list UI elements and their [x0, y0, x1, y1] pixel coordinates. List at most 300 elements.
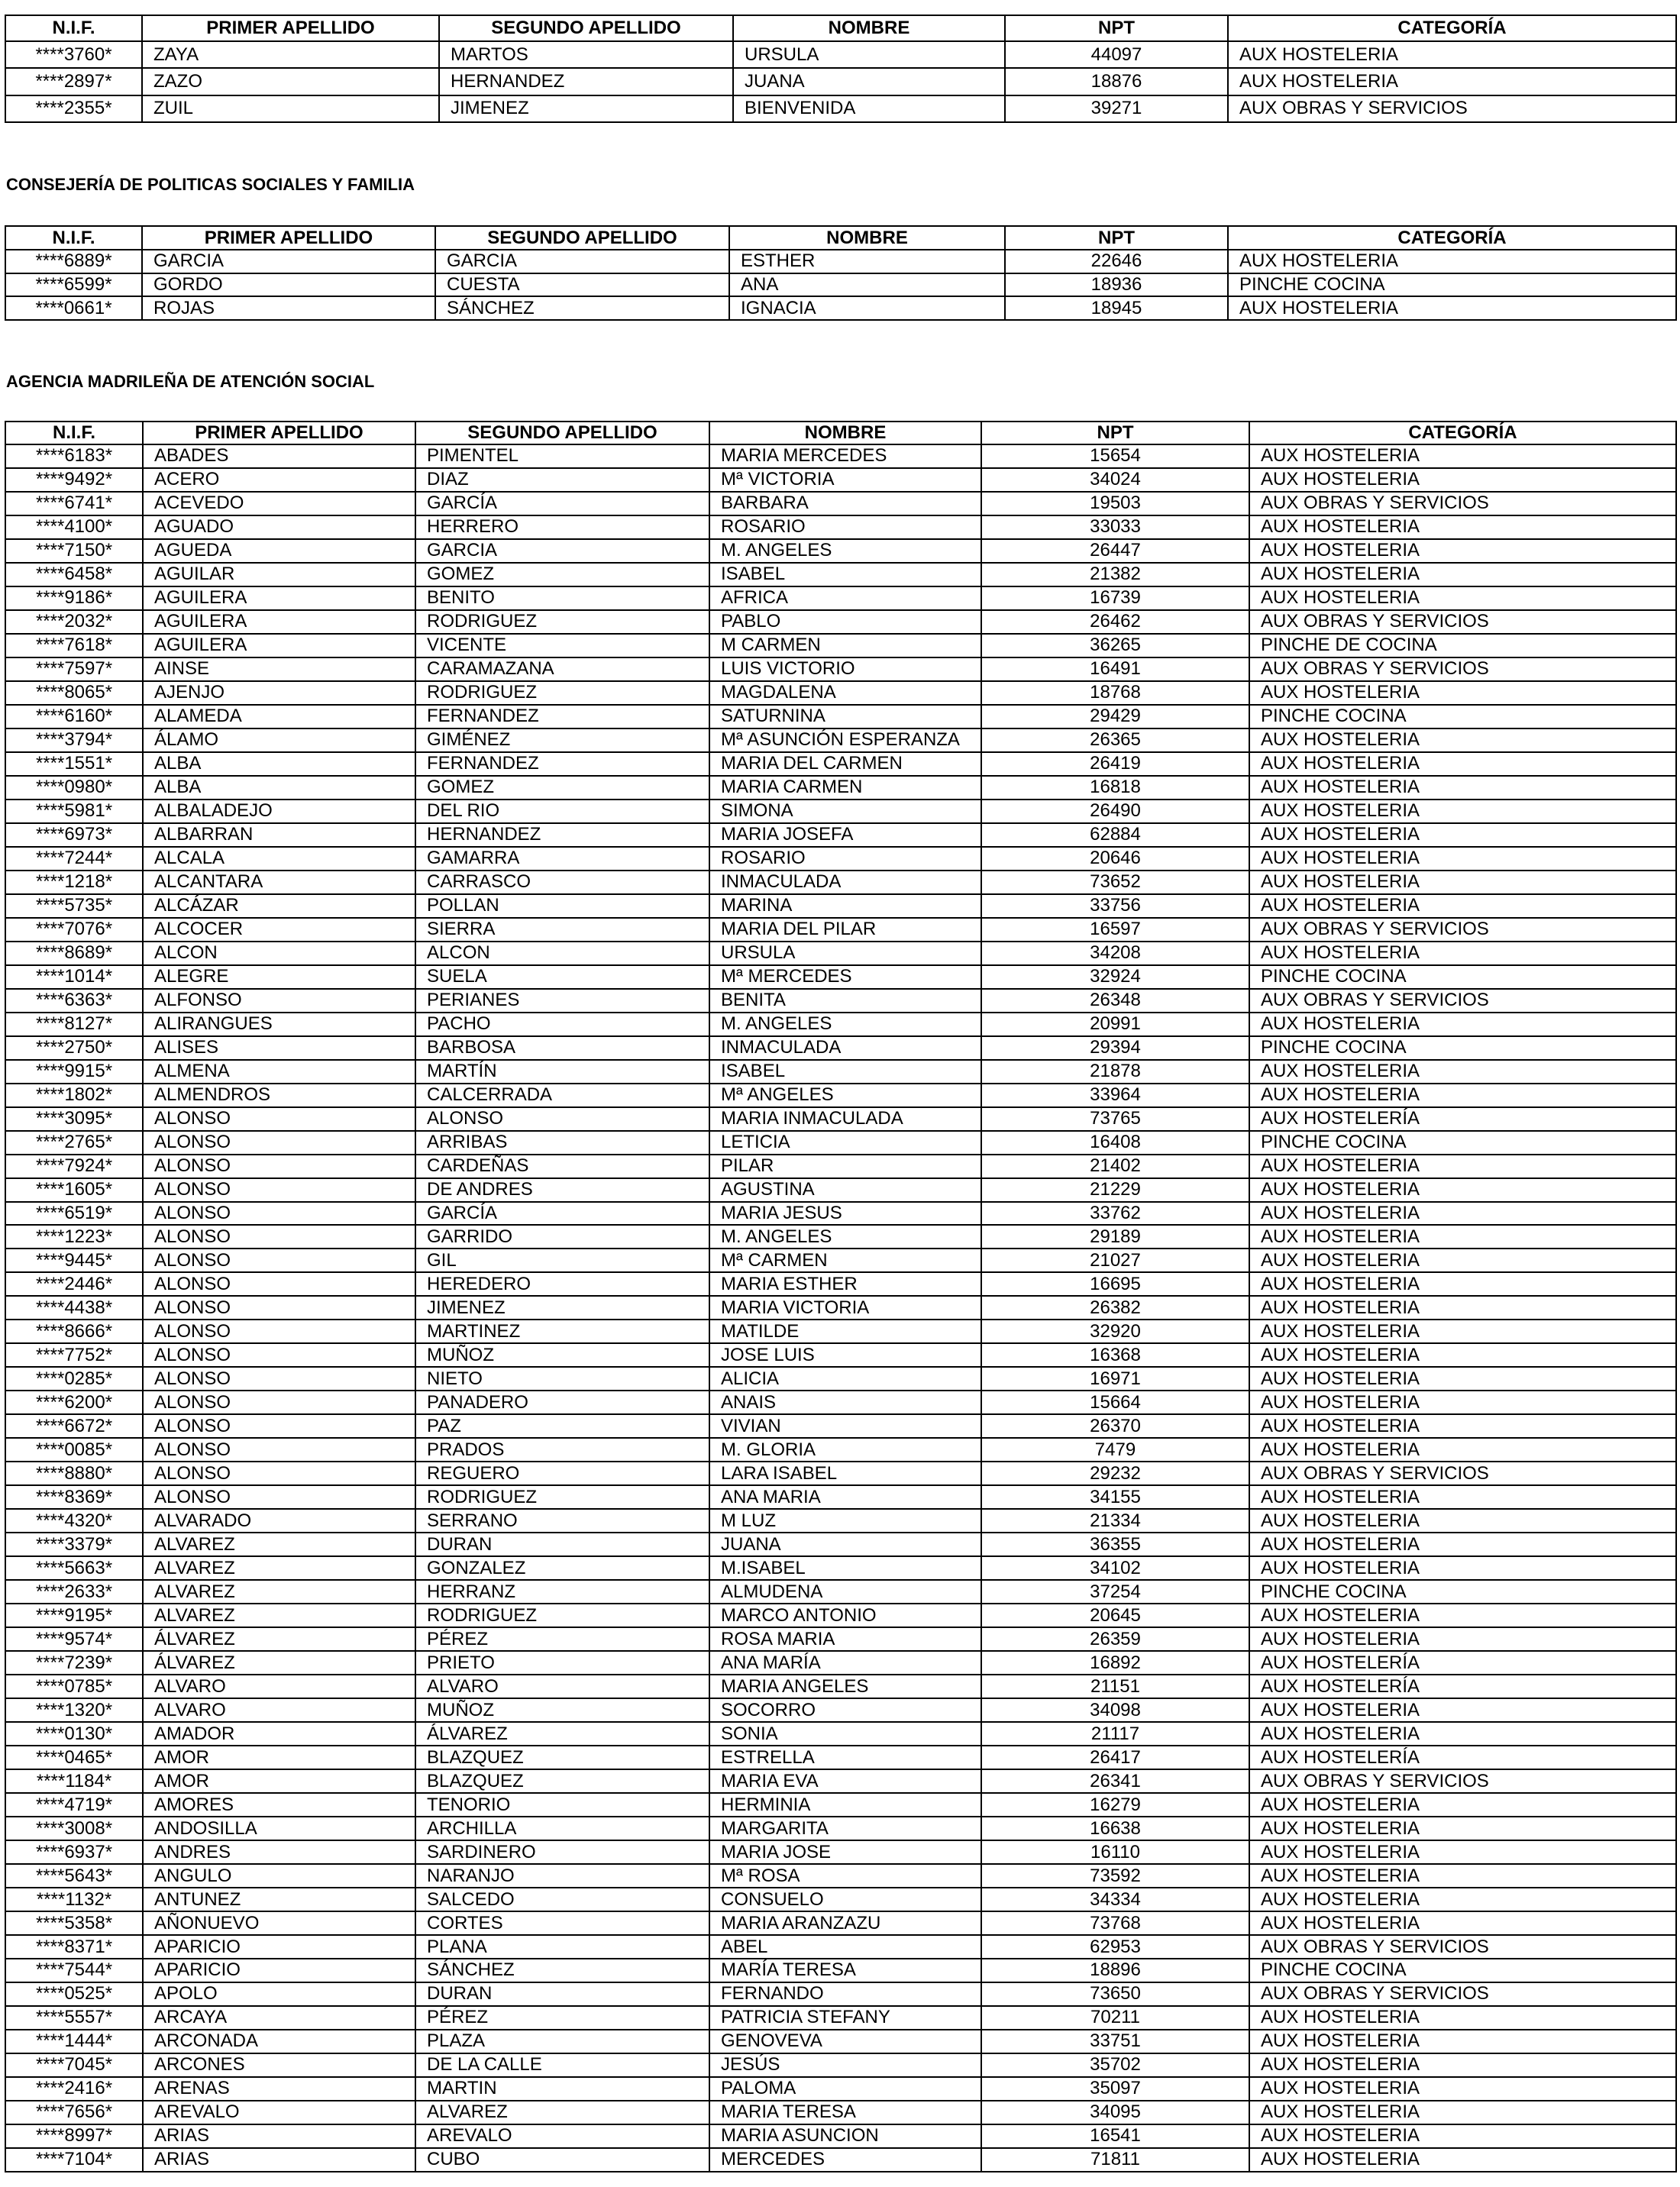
cell-nombre: Mª VICTORIA: [709, 468, 981, 492]
table-row: [5, 1627, 1676, 1651]
cell-primer-apellido: ZUIL: [142, 95, 439, 122]
cell-nif: ****9492*: [5, 468, 143, 492]
cell-categoria: AUX HOSTELERIA: [1249, 2053, 1676, 2077]
cell-categoria: AUX OBRAS Y SERVICIOS: [1249, 918, 1676, 942]
table-row: [5, 1249, 1676, 1272]
cell-categoria: AUX HOSTELERIA: [1249, 752, 1676, 776]
cell-segundo-apellido: CORTES: [415, 1911, 709, 1935]
cell-categoria: AUX HOSTELERIA: [1249, 1556, 1676, 1580]
table-section-3: [5, 421, 1677, 2172]
cell-segundo-apellido: PRADOS: [415, 1438, 709, 1462]
cell-primer-apellido: ACERO: [143, 468, 415, 492]
column-header-npt: NPT: [1005, 226, 1228, 250]
cell-categoria: AUX HOSTELERIA: [1249, 1178, 1676, 1202]
cell-categoria: PINCHE COCINA: [1249, 965, 1676, 989]
cell-npt: 21382: [981, 563, 1249, 586]
table-row: [5, 1084, 1676, 1107]
cell-categoria: PINCHE COCINA: [1249, 1131, 1676, 1155]
cell-segundo-apellido: ARRIBAS: [415, 1131, 709, 1155]
cell-primer-apellido: ALVAREZ: [143, 1556, 415, 1580]
cell-segundo-apellido: GOMEZ: [415, 563, 709, 586]
cell-primer-apellido: ZAYA: [142, 41, 439, 68]
cell-categoria: AUX OBRAS Y SERVICIOS: [1228, 95, 1676, 122]
cell-primer-apellido: ALONSO: [143, 1414, 415, 1438]
table-row: [5, 942, 1676, 965]
cell-nif: ****3379*: [5, 1533, 143, 1556]
cell-nombre: ANA MARÍA: [709, 1651, 981, 1675]
cell-nif: ****5663*: [5, 1556, 143, 1580]
cell-nombre: M. ANGELES: [709, 1225, 981, 1249]
cell-nif: ****6741*: [5, 492, 143, 515]
cell-segundo-apellido: SARDINERO: [415, 1840, 709, 1864]
cell-nif: ****0525*: [5, 1982, 143, 2006]
cell-primer-apellido: ARCONADA: [143, 2030, 415, 2053]
table-header-row: [5, 15, 1676, 41]
cell-npt: 34155: [981, 1485, 1249, 1509]
cell-categoria: AUX HOSTELERIA: [1249, 800, 1676, 823]
cell-npt: 16818: [981, 776, 1249, 800]
column-header-segundo-apellido: SEGUNDO APELLIDO: [415, 422, 709, 444]
cell-npt: 73765: [981, 1107, 1249, 1131]
column-header-nif: N.I.F.: [5, 422, 143, 444]
cell-nombre: Mª MERCEDES: [709, 965, 981, 989]
cell-categoria: PINCHE COCINA: [1249, 705, 1676, 728]
cell-primer-apellido: ALCON: [143, 942, 415, 965]
cell-categoria: AUX HOSTELERIA: [1249, 515, 1676, 539]
cell-npt: 20646: [981, 847, 1249, 871]
cell-npt: 71811: [981, 2148, 1249, 2172]
cell-segundo-apellido: DE ANDRES: [415, 1178, 709, 1202]
cell-segundo-apellido: NIETO: [415, 1367, 709, 1391]
cell-segundo-apellido: GOMEZ: [415, 776, 709, 800]
cell-nif: ****2633*: [5, 1580, 143, 1604]
table-row: [5, 1509, 1676, 1533]
table-row: [5, 41, 1676, 68]
cell-npt: 21229: [981, 1178, 1249, 1202]
cell-categoria: PINCHE COCINA: [1249, 1036, 1676, 1060]
cell-nif: ****7045*: [5, 2053, 143, 2077]
cell-nif: ****1218*: [5, 871, 143, 894]
cell-nif: ****4719*: [5, 1793, 143, 1817]
cell-nif: ****6160*: [5, 705, 143, 728]
table-section-1: [5, 15, 1677, 123]
cell-primer-apellido: ALVARADO: [143, 1509, 415, 1533]
cell-nif: ****6973*: [5, 823, 143, 847]
cell-nombre: MARCO ANTONIO: [709, 1604, 981, 1627]
cell-nif: ****1605*: [5, 1178, 143, 1202]
cell-categoria: AUX OBRAS Y SERVICIOS: [1249, 989, 1676, 1013]
cell-categoria: AUX HOSTELERIA: [1249, 1391, 1676, 1414]
cell-categoria: AUX HOSTELERÍA: [1249, 1107, 1676, 1131]
cell-segundo-apellido: SÁNCHEZ: [415, 1959, 709, 1982]
cell-nombre: MARIA JESUS: [709, 1202, 981, 1226]
cell-nif: ****8689*: [5, 942, 143, 965]
cell-segundo-apellido: ALONSO: [415, 1107, 709, 1131]
cell-nombre: ANA MARIA: [709, 1485, 981, 1509]
cell-npt: 16739: [981, 586, 1249, 610]
cell-nif: ****6183*: [5, 444, 143, 468]
table-row: [5, 847, 1676, 871]
cell-primer-apellido: AREVALO: [143, 2101, 415, 2124]
cell-nif: ****0980*: [5, 776, 143, 800]
column-header-nombre: NOMBRE: [729, 226, 1005, 250]
cell-categoria: AUX HOSTELERIA: [1249, 1533, 1676, 1556]
cell-npt: 22646: [1005, 250, 1228, 273]
cell-nif: ****9574*: [5, 1627, 143, 1651]
cell-nombre: ESTHER: [729, 250, 1005, 273]
cell-segundo-apellido: BLAZQUEZ: [415, 1746, 709, 1769]
cell-nombre: MARINA: [709, 894, 981, 918]
table-row: [5, 2148, 1676, 2172]
cell-primer-apellido: ALFONSO: [143, 989, 415, 1013]
cell-nombre: MARIA ARANZAZU: [709, 1911, 981, 1935]
cell-nombre: MARIA DEL PILAR: [709, 918, 981, 942]
cell-segundo-apellido: CALCERRADA: [415, 1084, 709, 1107]
cell-primer-apellido: ALONSO: [143, 1225, 415, 1249]
cell-npt: 26490: [981, 800, 1249, 823]
cell-npt: 16597: [981, 918, 1249, 942]
cell-primer-apellido: APARICIO: [143, 1935, 415, 1959]
cell-nif: ****1184*: [5, 1769, 143, 1793]
cell-nif: ****1223*: [5, 1225, 143, 1249]
cell-primer-apellido: ALCANTARA: [143, 871, 415, 894]
table-row: [5, 1580, 1676, 1604]
cell-nombre: MARIA DEL CARMEN: [709, 752, 981, 776]
table-row: [5, 1698, 1676, 1722]
cell-nombre: Mª ANGELES: [709, 1084, 981, 1107]
cell-npt: 21402: [981, 1155, 1249, 1178]
cell-primer-apellido: ALONSO: [143, 1202, 415, 1226]
cell-npt: 16279: [981, 1793, 1249, 1817]
cell-npt: 16638: [981, 1817, 1249, 1840]
cell-categoria: AUX HOSTELERIA: [1249, 1060, 1676, 1084]
cell-categoria: AUX HOSTELERIA: [1249, 1793, 1676, 1817]
cell-categoria: AUX OBRAS Y SERVICIOS: [1249, 1935, 1676, 1959]
cell-npt: 29429: [981, 705, 1249, 728]
cell-nombre: SOCORRO: [709, 1698, 981, 1722]
cell-categoria: AUX HOSTELERIA: [1249, 2006, 1676, 2030]
cell-nif: ****8666*: [5, 1320, 143, 1343]
cell-primer-apellido: AMADOR: [143, 1722, 415, 1746]
table-row: [5, 610, 1676, 634]
cell-categoria: AUX HOSTELERIA: [1228, 68, 1676, 95]
cell-segundo-apellido: VICENTE: [415, 634, 709, 657]
cell-nombre: ABEL: [709, 1935, 981, 1959]
cell-segundo-apellido: DURAN: [415, 1982, 709, 2006]
cell-nombre: MARÍA TERESA: [709, 1959, 981, 1982]
cell-nif: ****0130*: [5, 1722, 143, 1746]
cell-segundo-apellido: MARTÍN: [415, 1060, 709, 1084]
cell-categoria: AUX HOSTELERIA: [1249, 894, 1676, 918]
cell-primer-apellido: ALONSO: [143, 1391, 415, 1414]
cell-npt: 7479: [981, 1438, 1249, 1462]
cell-segundo-apellido: HERNANDEZ: [439, 68, 733, 95]
section-title-consejeria: CONSEJERÍA DE POLITICAS SOCIALES Y FAMILIA: [6, 175, 415, 194]
cell-categoria: AUX HOSTELERIA: [1249, 823, 1676, 847]
table-row: [5, 563, 1676, 586]
cell-primer-apellido: ALVARO: [143, 1675, 415, 1698]
cell-nombre: BIENVENIDA: [733, 95, 1005, 122]
table-row: [5, 1155, 1676, 1178]
table-row: [5, 1746, 1676, 1769]
cell-segundo-apellido: PÉREZ: [415, 2006, 709, 2030]
column-header-nombre: NOMBRE: [709, 422, 981, 444]
cell-segundo-apellido: FERNANDEZ: [415, 705, 709, 728]
cell-primer-apellido: AGUILERA: [143, 610, 415, 634]
table-row: [5, 823, 1676, 847]
cell-nombre: ANA: [729, 273, 1005, 297]
cell-primer-apellido: ÁLVAREZ: [143, 1651, 415, 1675]
cell-npt: 35097: [981, 2077, 1249, 2101]
cell-nombre: GENOVEVA: [709, 2030, 981, 2053]
cell-npt: 29394: [981, 1036, 1249, 1060]
cell-segundo-apellido: SUELA: [415, 965, 709, 989]
cell-segundo-apellido: PERIANES: [415, 989, 709, 1013]
cell-segundo-apellido: SERRANO: [415, 1509, 709, 1533]
cell-npt: 18936: [1005, 273, 1228, 297]
cell-primer-apellido: AÑONUEVO: [143, 1911, 415, 1935]
column-header-npt: NPT: [1005, 15, 1228, 41]
cell-segundo-apellido: RODRIGUEZ: [415, 1604, 709, 1627]
cell-categoria: AUX HOSTELERIA: [1249, 1249, 1676, 1272]
cell-npt: 26370: [981, 1414, 1249, 1438]
cell-nif: ****8371*: [5, 1935, 143, 1959]
cell-primer-apellido: AGUILERA: [143, 586, 415, 610]
table-row: [5, 1485, 1676, 1509]
cell-nif: ****1802*: [5, 1084, 143, 1107]
cell-nif: ****0465*: [5, 1746, 143, 1769]
cell-npt: 18768: [981, 681, 1249, 705]
cell-nombre: MARIA JOSE: [709, 1840, 981, 1864]
cell-segundo-apellido: HERNANDEZ: [415, 823, 709, 847]
table-row: [5, 1367, 1676, 1391]
cell-categoria: AUX HOSTELERIA: [1249, 1698, 1676, 1722]
cell-segundo-apellido: ALVARO: [415, 1675, 709, 1698]
cell-primer-apellido: ANGULO: [143, 1864, 415, 1888]
cell-primer-apellido: GORDO: [142, 273, 435, 297]
cell-segundo-apellido: ARCHILLA: [415, 1817, 709, 1840]
cell-categoria: AUX HOSTELERIA: [1249, 871, 1676, 894]
cell-primer-apellido: ALIRANGUES: [143, 1013, 415, 1036]
table-row: [5, 1982, 1676, 2006]
cell-primer-apellido: GARCIA: [142, 250, 435, 273]
cell-categoria: AUX HOSTELERIA: [1249, 1817, 1676, 1840]
cell-primer-apellido: ALBA: [143, 776, 415, 800]
cell-npt: 33762: [981, 1202, 1249, 1226]
cell-primer-apellido: ALONSO: [143, 1462, 415, 1485]
cell-segundo-apellido: JIMENEZ: [415, 1296, 709, 1320]
cell-npt: 26382: [981, 1296, 1249, 1320]
cell-nombre: M. ANGELES: [709, 539, 981, 563]
cell-nif: ****6889*: [5, 250, 142, 273]
table-row: [5, 1013, 1676, 1036]
cell-nif: ****2750*: [5, 1036, 143, 1060]
table-row: [5, 894, 1676, 918]
cell-segundo-apellido: DIAZ: [415, 468, 709, 492]
cell-primer-apellido: AINSE: [143, 657, 415, 681]
cell-nombre: M.ISABEL: [709, 1556, 981, 1580]
cell-nombre: URSULA: [733, 41, 1005, 68]
table-row: [5, 1343, 1676, 1367]
cell-primer-apellido: APOLO: [143, 1982, 415, 2006]
cell-categoria: AUX HOSTELERIA: [1249, 1013, 1676, 1036]
cell-nif: ****3095*: [5, 1107, 143, 1131]
cell-segundo-apellido: BLAZQUEZ: [415, 1769, 709, 1793]
table-header-row: [5, 226, 1676, 250]
cell-nif: ****7239*: [5, 1651, 143, 1675]
cell-npt: 16110: [981, 1840, 1249, 1864]
cell-primer-apellido: ANDRES: [143, 1840, 415, 1864]
cell-segundo-apellido: GARRIDO: [415, 1225, 709, 1249]
table-row: [5, 1675, 1676, 1698]
cell-nif: ****9915*: [5, 1060, 143, 1084]
table-row: [5, 95, 1676, 122]
column-header-categoria: CATEGORÍA: [1228, 15, 1676, 41]
cell-segundo-apellido: HERRERO: [415, 515, 709, 539]
cell-categoria: AUX HOSTELERIA: [1249, 728, 1676, 752]
cell-primer-apellido: ALVAREZ: [143, 1533, 415, 1556]
cell-segundo-apellido: PRIETO: [415, 1651, 709, 1675]
cell-primer-apellido: AGUADO: [143, 515, 415, 539]
cell-segundo-apellido: HEREDERO: [415, 1272, 709, 1296]
cell-nif: ****5643*: [5, 1864, 143, 1888]
cell-segundo-apellido: JIMENEZ: [439, 95, 733, 122]
cell-segundo-apellido: PLANA: [415, 1935, 709, 1959]
cell-nombre: JUANA: [709, 1533, 981, 1556]
table-row: [5, 1793, 1676, 1817]
cell-nif: ****5735*: [5, 894, 143, 918]
cell-nif: ****6519*: [5, 1202, 143, 1226]
cell-npt: 62884: [981, 823, 1249, 847]
cell-npt: 29189: [981, 1225, 1249, 1249]
table-row: [5, 1060, 1676, 1084]
cell-nombre: JESÚS: [709, 2053, 981, 2077]
table-row: [5, 2030, 1676, 2053]
cell-npt: 73592: [981, 1864, 1249, 1888]
cell-nombre: LETICIA: [709, 1131, 981, 1155]
cell-segundo-apellido: FERNANDEZ: [415, 752, 709, 776]
cell-nif: ****8127*: [5, 1013, 143, 1036]
cell-nombre: BENITA: [709, 989, 981, 1013]
cell-segundo-apellido: ÁLVAREZ: [415, 1722, 709, 1746]
cell-categoria: AUX HOSTELERIA: [1249, 776, 1676, 800]
cell-nombre: ROSARIO: [709, 515, 981, 539]
cell-categoria: AUX HOSTELERIA: [1249, 1343, 1676, 1367]
cell-nombre: INMACULADA: [709, 871, 981, 894]
cell-nombre: PALOMA: [709, 2077, 981, 2101]
cell-nombre: SIMONA: [709, 800, 981, 823]
cell-npt: 26417: [981, 1746, 1249, 1769]
cell-segundo-apellido: BENITO: [415, 586, 709, 610]
cell-nombre: PATRICIA STEFANY: [709, 2006, 981, 2030]
cell-primer-apellido: ALVAREZ: [143, 1580, 415, 1604]
cell-nombre: HERMINIA: [709, 1793, 981, 1817]
cell-categoria: AUX HOSTELERIA: [1249, 1485, 1676, 1509]
cell-categoria: AUX OBRAS Y SERVICIOS: [1249, 492, 1676, 515]
cell-categoria: AUX OBRAS Y SERVICIOS: [1249, 1769, 1676, 1793]
cell-npt: 33033: [981, 515, 1249, 539]
table-row: [5, 2077, 1676, 2101]
table-row: [5, 1202, 1676, 1226]
cell-primer-apellido: ARENAS: [143, 2077, 415, 2101]
cell-categoria: AUX HOSTELERIA: [1249, 1296, 1676, 1320]
cell-categoria: AUX HOSTELERIA: [1249, 1888, 1676, 1911]
cell-primer-apellido: ALONSO: [143, 1438, 415, 1462]
cell-nif: ****8880*: [5, 1462, 143, 1485]
cell-npt: 21117: [981, 1722, 1249, 1746]
table-row: [5, 586, 1676, 610]
cell-primer-apellido: ALBA: [143, 752, 415, 776]
cell-primer-apellido: ALONSO: [143, 1178, 415, 1202]
cell-primer-apellido: AMOR: [143, 1769, 415, 1793]
cell-npt: 16892: [981, 1651, 1249, 1675]
cell-npt: 20991: [981, 1013, 1249, 1036]
cell-nombre: Mª ROSA: [709, 1864, 981, 1888]
cell-npt: 19503: [981, 492, 1249, 515]
table-row: [5, 1178, 1676, 1202]
table-row: [5, 1320, 1676, 1343]
table-row: [5, 752, 1676, 776]
cell-npt: 34095: [981, 2101, 1249, 2124]
cell-primer-apellido: ALBALADEJO: [143, 800, 415, 823]
cell-primer-apellido: ARIAS: [143, 2124, 415, 2148]
cell-categoria: AUX HOSTELERIA: [1249, 1320, 1676, 1343]
cell-primer-apellido: ABADES: [143, 444, 415, 468]
cell-categoria: PINCHE COCINA: [1249, 1580, 1676, 1604]
cell-npt: 33964: [981, 1084, 1249, 1107]
cell-categoria: AUX HOSTELERIA: [1249, 1864, 1676, 1888]
cell-primer-apellido: ROJAS: [142, 296, 435, 320]
cell-nombre: PABLO: [709, 610, 981, 634]
cell-segundo-apellido: GIMÉNEZ: [415, 728, 709, 752]
cell-categoria: AUX OBRAS Y SERVICIOS: [1249, 610, 1676, 634]
column-header-nif: N.I.F.: [5, 15, 142, 41]
cell-npt: 34208: [981, 942, 1249, 965]
cell-categoria: PINCHE COCINA: [1228, 273, 1676, 297]
cell-nombre: MARIA MERCEDES: [709, 444, 981, 468]
cell-nif: ****6599*: [5, 273, 142, 297]
column-header-primer-apellido: PRIMER APELLIDO: [143, 422, 415, 444]
column-header-primer-apellido: PRIMER APELLIDO: [142, 15, 439, 41]
cell-primer-apellido: ANTUNEZ: [143, 1888, 415, 1911]
table-row: [5, 634, 1676, 657]
cell-categoria: AUX HOSTELERIA: [1249, 2124, 1676, 2148]
cell-nombre: AGUSTINA: [709, 1178, 981, 1202]
cell-segundo-apellido: MUÑOZ: [415, 1698, 709, 1722]
table-row: [5, 705, 1676, 728]
cell-primer-apellido: ÁLVAREZ: [143, 1627, 415, 1651]
cell-categoria: AUX HOSTELERIA: [1249, 1414, 1676, 1438]
cell-primer-apellido: ÁLAMO: [143, 728, 415, 752]
cell-segundo-apellido: MUÑOZ: [415, 1343, 709, 1367]
table-row: [5, 1769, 1676, 1793]
cell-nombre: MARIA ANGELES: [709, 1675, 981, 1698]
cell-primer-apellido: AMOR: [143, 1746, 415, 1769]
cell-npt: 29232: [981, 1462, 1249, 1485]
cell-segundo-apellido: SIERRA: [415, 918, 709, 942]
cell-nif: ****9445*: [5, 1249, 143, 1272]
cell-npt: 18876: [1005, 68, 1228, 95]
cell-nif: ****2446*: [5, 1272, 143, 1296]
cell-nombre: ALMUDENA: [709, 1580, 981, 1604]
cell-primer-apellido: ALCALA: [143, 847, 415, 871]
cell-nif: ****5557*: [5, 2006, 143, 2030]
cell-npt: 26447: [981, 539, 1249, 563]
section-title-agencia: AGENCIA MADRILEÑA DE ATENCIÓN SOCIAL: [6, 372, 375, 391]
cell-segundo-apellido: CUBO: [415, 2148, 709, 2172]
cell-categoria: AUX HOSTELERIA: [1249, 847, 1676, 871]
cell-nombre: MARIA CARMEN: [709, 776, 981, 800]
